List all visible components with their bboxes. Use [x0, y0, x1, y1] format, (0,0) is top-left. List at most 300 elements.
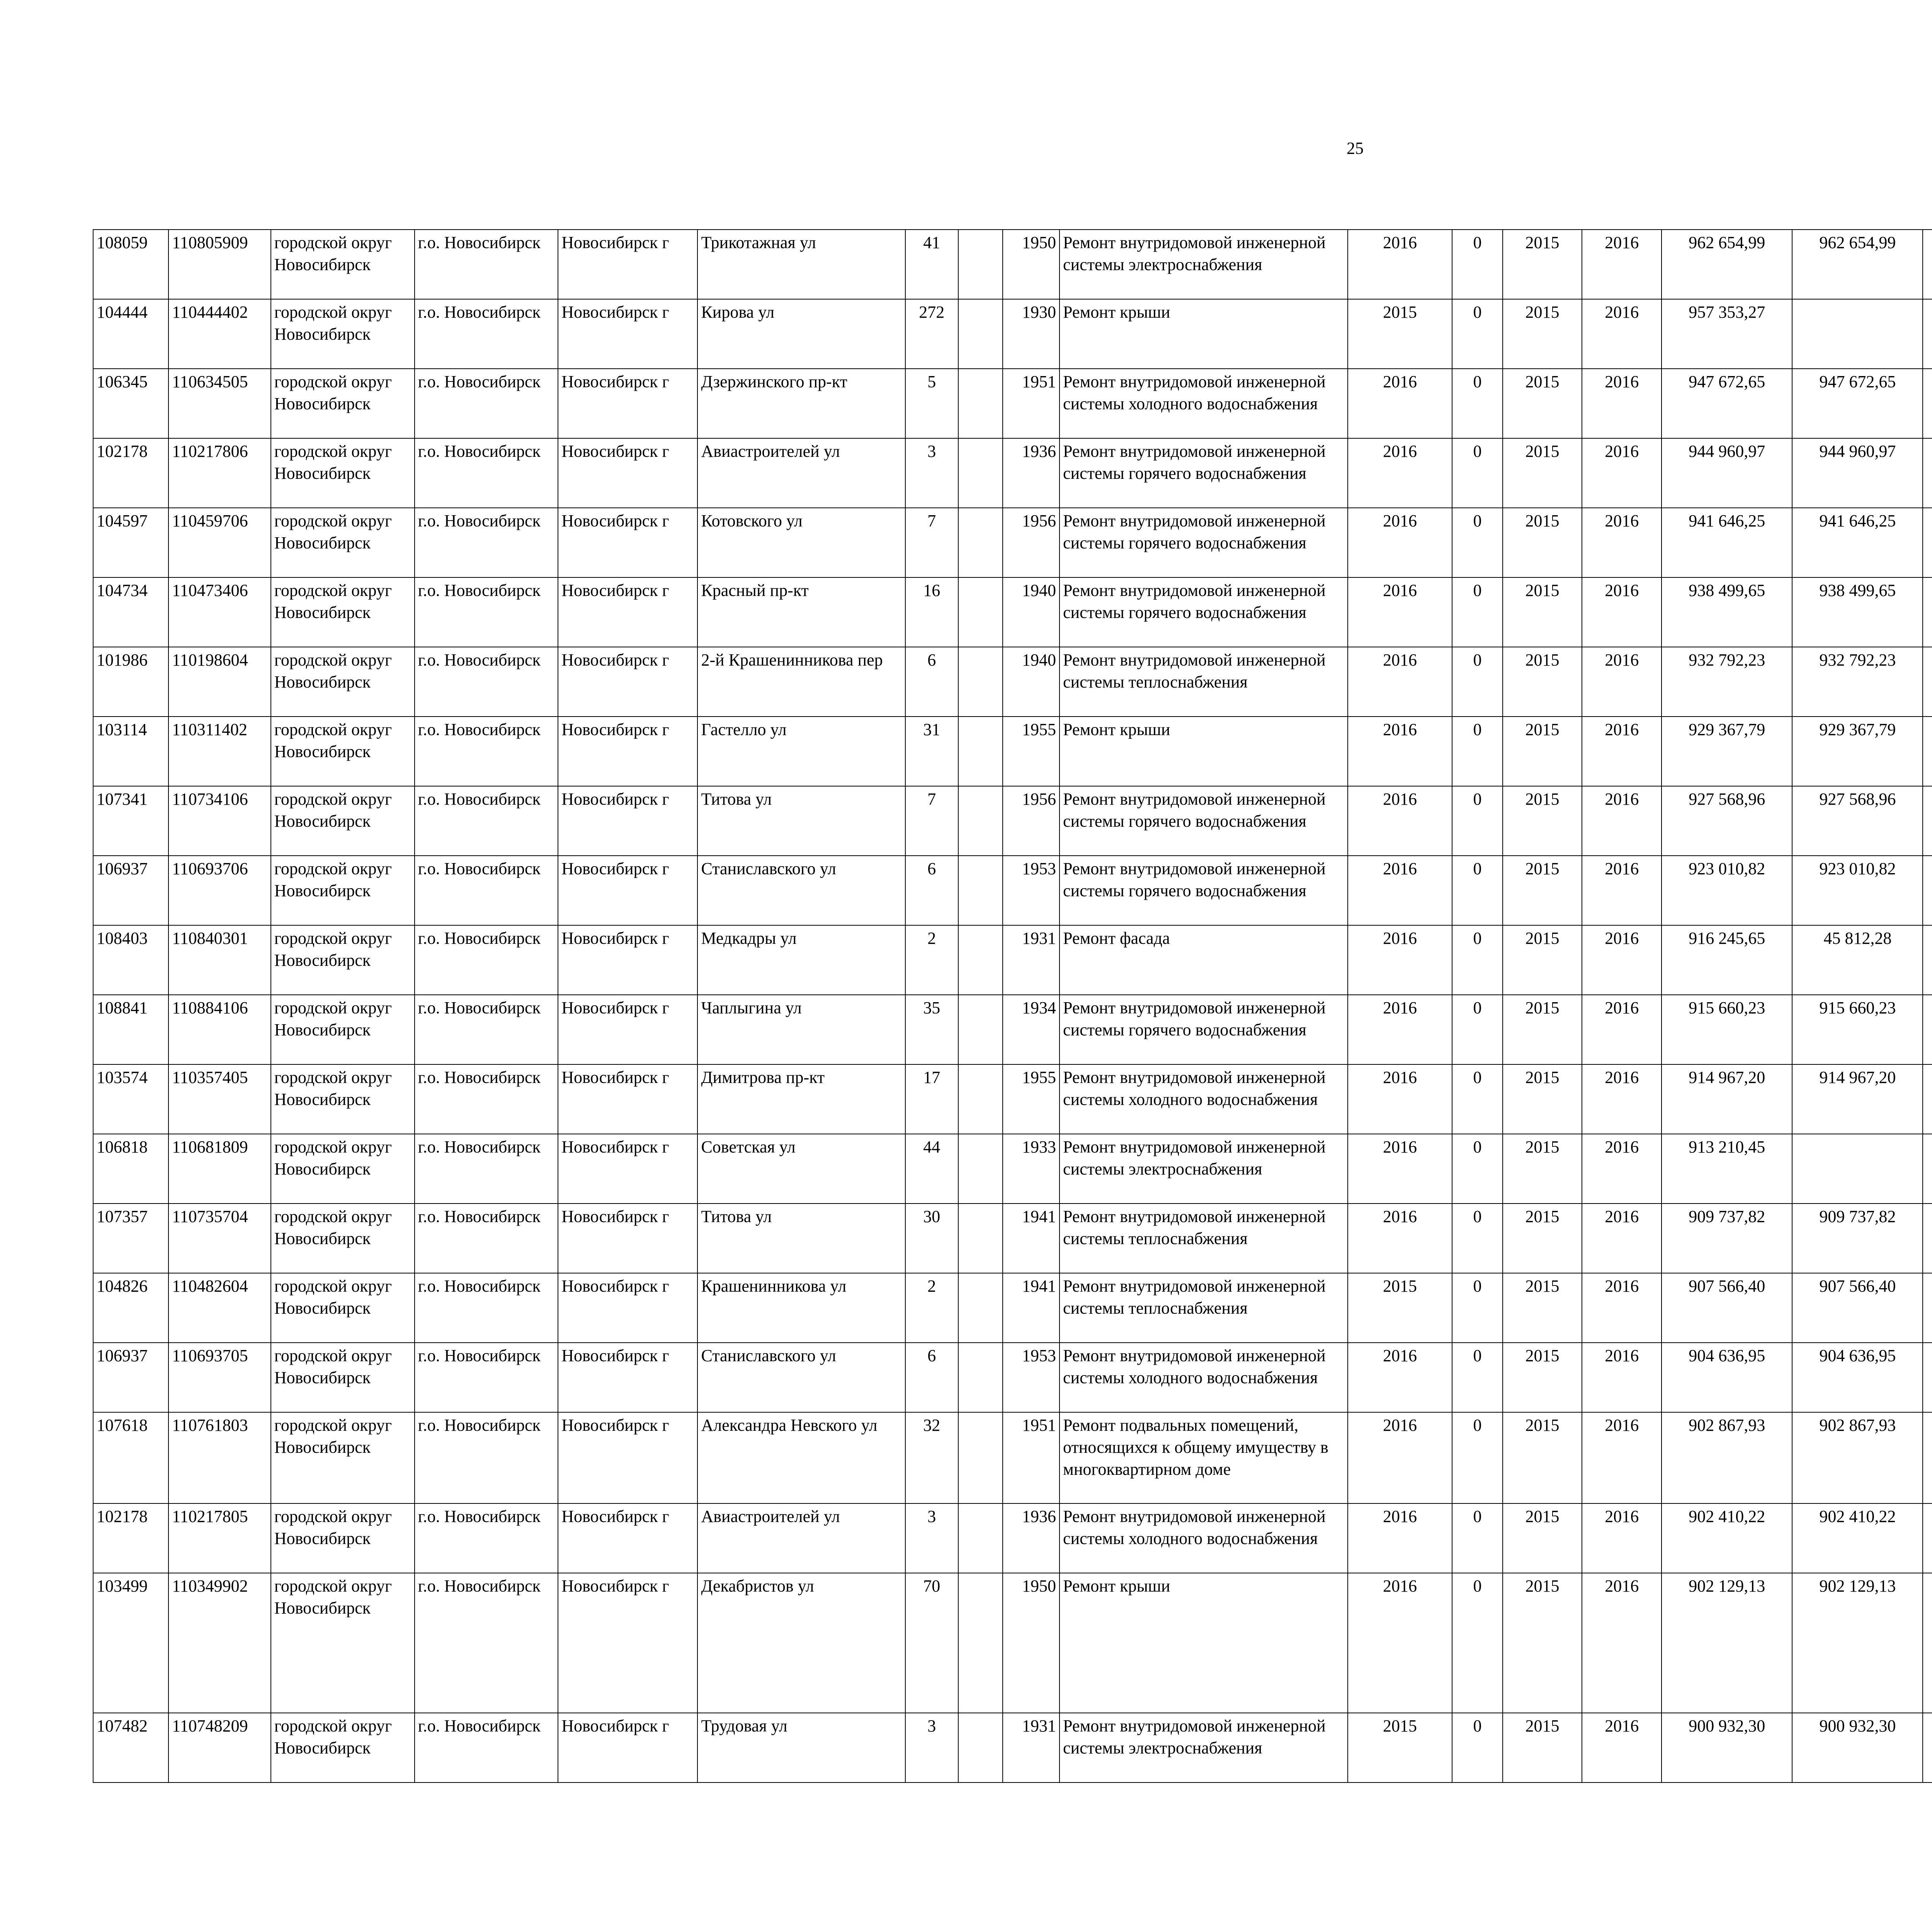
city-cell: Новосибирск г — [558, 508, 697, 577]
house-number-cell: 6 — [905, 647, 958, 717]
planned-year-cell: 2016 — [1348, 925, 1452, 995]
period-end-cell: 2016 — [1582, 438, 1662, 508]
street-cell: Чаплыгина ул — [697, 995, 905, 1064]
planned-year-cell: 2016 — [1348, 577, 1452, 647]
city-cell: Новосибирск г — [558, 1503, 697, 1573]
planned-year-cell: 2016 — [1348, 995, 1452, 1064]
amount-2015-cell: 915 660,23 — [1792, 995, 1923, 1064]
municipality-cell: городской округ Новосибирск — [271, 1204, 415, 1273]
amount-2015-cell: 923 010,82 — [1792, 856, 1923, 925]
period-end-cell: 2016 — [1582, 1064, 1662, 1134]
repair-program-table — [93, 229, 1932, 1783]
house-number-cell: 16 — [905, 577, 958, 647]
street-cell: Станиславского ул — [697, 856, 905, 925]
municipality-cell: городской округ Новосибирск — [271, 1064, 415, 1134]
total-cost-cell: 902 867,93 — [1662, 1412, 1792, 1503]
amount-2015-cell: 941 646,25 — [1792, 508, 1923, 577]
work-id-cell: 110681809 — [168, 1134, 271, 1204]
house-id-cell: 101986 — [93, 647, 168, 717]
municipality-cell: городской округ Новосибирск — [271, 299, 415, 369]
table-row — [93, 508, 1932, 577]
flag-cell: 0 — [1452, 856, 1502, 925]
period-start-cell: 2015 — [1503, 1134, 1582, 1204]
total-cost-cell: 900 932,30 — [1662, 1713, 1792, 1783]
build-year-cell: 1931 — [1003, 925, 1060, 995]
amount-2016-cell — [1923, 1273, 1932, 1343]
build-year-cell: 1941 — [1003, 1204, 1060, 1273]
street-cell: Кирова ул — [697, 299, 905, 369]
city-cell: Новосибирск г — [558, 230, 697, 299]
build-year-cell: 1955 — [1003, 1064, 1060, 1134]
municipality-cell: городской округ Новосибирск — [271, 1273, 415, 1343]
amount-2016-cell — [1923, 647, 1932, 717]
work-id-cell: 110634505 — [168, 369, 271, 438]
period-start-cell: 2015 — [1503, 1204, 1582, 1273]
build-year-cell: 1956 — [1003, 508, 1060, 577]
work-type-cell: Ремонт крыши — [1060, 1573, 1347, 1713]
total-cost-cell: 902 129,13 — [1662, 1573, 1792, 1713]
period-start-cell: 2015 — [1503, 369, 1582, 438]
city-cell: Новосибирск г — [558, 299, 697, 369]
table-row — [93, 1573, 1932, 1713]
house-id-cell: 103574 — [93, 1064, 168, 1134]
amount-2016-cell — [1923, 1064, 1932, 1134]
street-cell: Дзержинского пр-кт — [697, 369, 905, 438]
work-type-cell: Ремонт внутридомовой инженерной системы электроснабжения — [1060, 230, 1347, 299]
work-type-cell: Ремонт внутридомовой инженерной системы электроснабжения — [1060, 1713, 1347, 1783]
house-id-cell: 108841 — [93, 995, 168, 1064]
flag-cell: 0 — [1452, 438, 1502, 508]
planned-year-cell: 2016 — [1348, 369, 1452, 438]
street-cell: 2-й Крашенинникова пер — [697, 647, 905, 717]
house-number-cell: 3 — [905, 438, 958, 508]
table-row — [93, 1134, 1932, 1204]
municipality-cell: городской округ Новосибирск — [271, 1134, 415, 1204]
flag-cell: 0 — [1452, 369, 1502, 438]
building-cell — [958, 299, 1003, 369]
house-number-cell: 41 — [905, 230, 958, 299]
house-number-cell: 272 — [905, 299, 958, 369]
house-id-cell: 108403 — [93, 925, 168, 995]
work-type-cell: Ремонт внутридомовой инженерной системы горячего водоснабжения — [1060, 438, 1347, 508]
street-cell: Титова ул — [697, 786, 905, 856]
period-start-cell: 2015 — [1503, 786, 1582, 856]
build-year-cell: 1930 — [1003, 299, 1060, 369]
city-cell: Новосибирск г — [558, 369, 697, 438]
amount-2015-cell: 902 410,22 — [1792, 1503, 1923, 1573]
period-start-cell: 2015 — [1503, 1713, 1582, 1783]
table-row — [93, 1713, 1932, 1783]
period-start-cell: 2015 — [1503, 230, 1582, 299]
period-start-cell: 2015 — [1503, 856, 1582, 925]
amount-2015-cell — [1792, 299, 1923, 369]
municipality-cell: городской округ Новосибирск — [271, 647, 415, 717]
planned-year-cell: 2015 — [1348, 1273, 1452, 1343]
municipality-cell: городской округ Новосибирск — [271, 995, 415, 1064]
amount-2015-cell: 927 568,96 — [1792, 786, 1923, 856]
house-number-cell: 5 — [905, 369, 958, 438]
building-cell — [958, 1573, 1003, 1713]
planned-year-cell: 2016 — [1348, 1204, 1452, 1273]
planned-year-cell: 2016 — [1348, 717, 1452, 786]
build-year-cell: 1940 — [1003, 647, 1060, 717]
street-cell: Станиславского ул — [697, 1343, 905, 1412]
period-start-cell: 2015 — [1503, 647, 1582, 717]
city-cell: Новосибирск г — [558, 925, 697, 995]
house-number-cell: 44 — [905, 1134, 958, 1204]
flag-cell: 0 — [1452, 786, 1502, 856]
work-id-cell: 110805909 — [168, 230, 271, 299]
table-row — [93, 786, 1932, 856]
street-cell: Александра Невского ул — [697, 1412, 905, 1503]
total-cost-cell: 909 737,82 — [1662, 1204, 1792, 1273]
amount-2016-cell — [1923, 786, 1932, 856]
period-end-cell: 2016 — [1582, 786, 1662, 856]
house-number-cell: 3 — [905, 1713, 958, 1783]
amount-2016-cell — [1923, 995, 1932, 1064]
flag-cell: 0 — [1452, 508, 1502, 577]
district-cell: г.о. Новосибирск — [415, 1064, 558, 1134]
building-cell — [958, 1412, 1003, 1503]
work-type-cell: Ремонт внутридомовой инженерной системы холодного водоснабжения — [1060, 1343, 1347, 1412]
municipality-cell: городской округ Новосибирск — [271, 230, 415, 299]
period-end-cell: 2016 — [1582, 856, 1662, 925]
work-id-cell: 110217805 — [168, 1503, 271, 1573]
district-cell: г.о. Новосибирск — [415, 1273, 558, 1343]
building-cell — [958, 856, 1003, 925]
period-start-cell: 2015 — [1503, 577, 1582, 647]
table-row — [93, 1064, 1932, 1134]
amount-2015-cell: 902 867,93 — [1792, 1412, 1923, 1503]
flag-cell: 0 — [1452, 1713, 1502, 1783]
district-cell: г.о. Новосибирск — [415, 1573, 558, 1713]
house-id-cell: 107618 — [93, 1412, 168, 1503]
planned-year-cell: 2016 — [1348, 438, 1452, 508]
total-cost-cell: 941 646,25 — [1662, 508, 1792, 577]
house-number-cell: 7 — [905, 786, 958, 856]
municipality-cell: городской округ Новосибирск — [271, 577, 415, 647]
municipality-cell: городской округ Новосибирск — [271, 369, 415, 438]
work-id-cell: 110357405 — [168, 1064, 271, 1134]
total-cost-cell: 927 568,96 — [1662, 786, 1792, 856]
amount-2015-cell: 907 566,40 — [1792, 1273, 1923, 1343]
table-row — [93, 647, 1932, 717]
work-type-cell: Ремонт внутридомовой инженерной системы холодного водоснабжения — [1060, 1503, 1347, 1573]
work-type-cell: Ремонт подвальных помещений, относящихся к общему имуществу в многоквартирном доме — [1060, 1412, 1347, 1503]
period-start-cell: 2015 — [1503, 1343, 1582, 1412]
flag-cell: 0 — [1452, 925, 1502, 995]
district-cell: г.о. Новосибирск — [415, 438, 558, 508]
city-cell: Новосибирск г — [558, 856, 697, 925]
planned-year-cell: 2016 — [1348, 1343, 1452, 1412]
amount-2016-cell — [1923, 369, 1932, 438]
building-cell — [958, 1134, 1003, 1204]
house-id-cell: 108059 — [93, 230, 168, 299]
period-start-cell: 2015 — [1503, 1573, 1582, 1713]
amount-2015-cell: 938 499,65 — [1792, 577, 1923, 647]
municipality-cell: городской округ Новосибирск — [271, 1573, 415, 1713]
work-id-cell: 110198604 — [168, 647, 271, 717]
amount-2016-cell — [1923, 1503, 1932, 1573]
building-cell — [958, 786, 1003, 856]
total-cost-cell: 932 792,23 — [1662, 647, 1792, 717]
street-cell: Декабристов ул — [697, 1573, 905, 1713]
house-id-cell: 104826 — [93, 1273, 168, 1343]
amount-2015-cell: 900 932,30 — [1792, 1713, 1923, 1783]
district-cell: г.о. Новосибирск — [415, 856, 558, 925]
municipality-cell: городской округ Новосибирск — [271, 1343, 415, 1412]
flag-cell: 0 — [1452, 1134, 1502, 1204]
total-cost-cell: 938 499,65 — [1662, 577, 1792, 647]
city-cell: Новосибирск г — [558, 1134, 697, 1204]
house-number-cell: 17 — [905, 1064, 958, 1134]
work-type-cell: Ремонт внутридомовой инженерной системы теплоснабжения — [1060, 1204, 1347, 1273]
amount-2016-cell — [1923, 508, 1932, 577]
period-end-cell: 2016 — [1582, 647, 1662, 717]
work-id-cell: 110884106 — [168, 995, 271, 1064]
planned-year-cell: 2016 — [1348, 230, 1452, 299]
table-row — [93, 925, 1932, 995]
house-number-cell: 30 — [905, 1204, 958, 1273]
planned-year-cell: 2016 — [1348, 1573, 1452, 1713]
work-id-cell: 110761803 — [168, 1412, 271, 1503]
municipality-cell: городской округ Новосибирск — [271, 438, 415, 508]
period-end-cell: 2016 — [1582, 1343, 1662, 1412]
total-cost-cell: 944 960,97 — [1662, 438, 1792, 508]
total-cost-cell: 907 566,40 — [1662, 1273, 1792, 1343]
planned-year-cell: 2015 — [1348, 299, 1452, 369]
build-year-cell: 1955 — [1003, 717, 1060, 786]
house-id-cell: 102178 — [93, 1503, 168, 1573]
flag-cell: 0 — [1452, 1573, 1502, 1713]
work-id-cell: 110473406 — [168, 577, 271, 647]
work-id-cell: 110459706 — [168, 508, 271, 577]
work-id-cell: 110349902 — [168, 1573, 271, 1713]
city-cell: Новосибирск г — [558, 786, 697, 856]
period-start-cell: 2015 — [1503, 925, 1582, 995]
municipality-cell: городской округ Новосибирск — [271, 1412, 415, 1503]
house-id-cell: 106345 — [93, 369, 168, 438]
period-end-cell: 2016 — [1582, 1273, 1662, 1343]
district-cell: г.о. Новосибирск — [415, 995, 558, 1064]
street-cell: Трудовая ул — [697, 1713, 905, 1783]
period-start-cell: 2015 — [1503, 1412, 1582, 1503]
page-number: 25 — [1347, 139, 1364, 158]
build-year-cell: 1940 — [1003, 577, 1060, 647]
amount-2016-cell — [1923, 1573, 1932, 1713]
table-row — [93, 995, 1932, 1064]
street-cell: Котовского ул — [697, 508, 905, 577]
total-cost-cell: 902 410,22 — [1662, 1503, 1792, 1573]
district-cell: г.о. Новосибирск — [415, 1503, 558, 1573]
city-cell: Новосибирск г — [558, 717, 697, 786]
period-start-cell: 2015 — [1503, 1273, 1582, 1343]
flag-cell: 0 — [1452, 1273, 1502, 1343]
total-cost-cell: 913 210,45 — [1662, 1134, 1792, 1204]
table-row — [93, 438, 1932, 508]
table-row — [93, 717, 1932, 786]
building-cell — [958, 925, 1003, 995]
amount-2016-cell — [1923, 230, 1932, 299]
period-start-cell: 2015 — [1503, 1064, 1582, 1134]
district-cell: г.о. Новосибирск — [415, 1412, 558, 1503]
street-cell: Димитрова пр-кт — [697, 1064, 905, 1134]
amount-2015-cell: 932 792,23 — [1792, 647, 1923, 717]
work-type-cell: Ремонт внутридомовой инженерной системы горячего водоснабжения — [1060, 577, 1347, 647]
work-id-cell: 110693706 — [168, 856, 271, 925]
building-cell — [958, 577, 1003, 647]
municipality-cell: городской округ Новосибирск — [271, 925, 415, 995]
flag-cell: 0 — [1452, 1412, 1502, 1503]
house-number-cell: 70 — [905, 1573, 958, 1713]
amount-2015-cell: 904 636,95 — [1792, 1343, 1923, 1412]
amount-2016-cell — [1923, 925, 1932, 995]
city-cell: Новосибирск г — [558, 995, 697, 1064]
period-end-cell: 2016 — [1582, 717, 1662, 786]
amount-2015-cell: 902 129,13 — [1792, 1573, 1923, 1713]
district-cell: г.о. Новосибирск — [415, 230, 558, 299]
planned-year-cell: 2016 — [1348, 1412, 1452, 1503]
building-cell — [958, 717, 1003, 786]
house-id-cell: 104444 — [93, 299, 168, 369]
flag-cell: 0 — [1452, 1343, 1502, 1412]
total-cost-cell: 929 367,79 — [1662, 717, 1792, 786]
table-row — [93, 1343, 1932, 1412]
district-cell: г.о. Новосибирск — [415, 299, 558, 369]
city-cell: Новосибирск г — [558, 1273, 697, 1343]
district-cell: г.о. Новосибирск — [415, 1204, 558, 1273]
building-cell — [958, 995, 1003, 1064]
street-cell: Красный пр-кт — [697, 577, 905, 647]
district-cell: г.о. Новосибирск — [415, 647, 558, 717]
building-cell — [958, 1503, 1003, 1573]
house-number-cell: 6 — [905, 1343, 958, 1412]
amount-2015-cell: 929 367,79 — [1792, 717, 1923, 786]
house-id-cell: 103499 — [93, 1573, 168, 1713]
district-cell: г.о. Новосибирск — [415, 1134, 558, 1204]
amount-2016-cell — [1923, 1343, 1932, 1412]
flag-cell: 0 — [1452, 995, 1502, 1064]
amount-2015-cell: 944 960,97 — [1792, 438, 1923, 508]
period-end-cell: 2016 — [1582, 1503, 1662, 1573]
work-type-cell: Ремонт внутридомовой инженерной системы горячего водоснабжения — [1060, 995, 1347, 1064]
building-cell — [958, 1204, 1003, 1273]
work-id-cell: 110735704 — [168, 1204, 271, 1273]
municipality-cell: городской округ Новосибирск — [271, 1503, 415, 1573]
amount-2015-cell: 909 737,82 — [1792, 1204, 1923, 1273]
period-end-cell: 2016 — [1582, 299, 1662, 369]
flag-cell: 0 — [1452, 577, 1502, 647]
period-start-cell: 2015 — [1503, 508, 1582, 577]
city-cell: Новосибирск г — [558, 1343, 697, 1412]
building-cell — [958, 508, 1003, 577]
city-cell: Новосибирск г — [558, 1412, 697, 1503]
house-id-cell: 103114 — [93, 717, 168, 786]
planned-year-cell: 2016 — [1348, 647, 1452, 717]
table-row — [93, 1273, 1932, 1343]
work-id-cell: 110840301 — [168, 925, 271, 995]
planned-year-cell: 2015 — [1348, 1713, 1452, 1783]
work-type-cell: Ремонт внутридомовой инженерной системы горячего водоснабжения — [1060, 856, 1347, 925]
planned-year-cell: 2016 — [1348, 1503, 1452, 1573]
period-end-cell: 2016 — [1582, 1573, 1662, 1713]
amount-2016-cell — [1923, 856, 1932, 925]
house-number-cell: 2 — [905, 1273, 958, 1343]
work-id-cell: 110444402 — [168, 299, 271, 369]
period-start-cell: 2015 — [1503, 438, 1582, 508]
total-cost-cell: 916 245,65 — [1662, 925, 1792, 995]
work-id-cell: 110693705 — [168, 1343, 271, 1412]
district-cell: г.о. Новосибирск — [415, 786, 558, 856]
build-year-cell: 1950 — [1003, 230, 1060, 299]
work-id-cell: 110748209 — [168, 1713, 271, 1783]
amount-2016-cell — [1923, 1713, 1932, 1783]
work-type-cell: Ремонт внутридомовой инженерной системы холодного водоснабжения — [1060, 369, 1347, 438]
house-id-cell: 106937 — [93, 856, 168, 925]
amount-2016-cell — [1923, 299, 1932, 369]
build-year-cell: 1953 — [1003, 1343, 1060, 1412]
period-start-cell: 2015 — [1503, 299, 1582, 369]
amount-2016-cell — [1923, 717, 1932, 786]
house-id-cell: 107357 — [93, 1204, 168, 1273]
work-type-cell: Ремонт крыши — [1060, 717, 1347, 786]
street-cell: Титова ул — [697, 1204, 905, 1273]
building-cell — [958, 438, 1003, 508]
work-type-cell: Ремонт внутридомовой инженерной системы горячего водоснабжения — [1060, 786, 1347, 856]
district-cell: г.о. Новосибирск — [415, 369, 558, 438]
build-year-cell: 1931 — [1003, 1713, 1060, 1783]
work-type-cell: Ремонт фасада — [1060, 925, 1347, 995]
period-end-cell: 2016 — [1582, 369, 1662, 438]
amount-2016-cell — [1923, 438, 1932, 508]
municipality-cell: городской округ Новосибирск — [271, 856, 415, 925]
total-cost-cell: 962 654,99 — [1662, 230, 1792, 299]
work-id-cell: 110311402 — [168, 717, 271, 786]
table-row — [93, 1412, 1932, 1503]
period-start-cell: 2015 — [1503, 995, 1582, 1064]
amount-2016-cell — [1923, 1134, 1932, 1204]
build-year-cell: 1934 — [1003, 995, 1060, 1064]
district-cell: г.о. Новосибирск — [415, 1343, 558, 1412]
district-cell: г.о. Новосибирск — [415, 1713, 558, 1783]
table-row — [93, 1503, 1932, 1573]
city-cell: Новосибирск г — [558, 1064, 697, 1134]
table-row — [93, 856, 1932, 925]
amount-2016-cell — [1923, 1204, 1932, 1273]
period-start-cell: 2015 — [1503, 1503, 1582, 1573]
work-type-cell: Ремонт внутридомовой инженерной системы горячего водоснабжения — [1060, 508, 1347, 577]
city-cell: Новосибирск г — [558, 1204, 697, 1273]
municipality-cell: городской округ Новосибирск — [271, 1713, 415, 1783]
house-id-cell: 107341 — [93, 786, 168, 856]
amount-2015-cell: 45 812,28 — [1792, 925, 1923, 995]
house-number-cell: 7 — [905, 508, 958, 577]
build-year-cell: 1953 — [1003, 856, 1060, 925]
building-cell — [958, 1273, 1003, 1343]
period-end-cell: 2016 — [1582, 925, 1662, 995]
build-year-cell: 1941 — [1003, 1273, 1060, 1343]
table-row — [93, 577, 1932, 647]
build-year-cell: 1951 — [1003, 369, 1060, 438]
total-cost-cell: 957 353,27 — [1662, 299, 1792, 369]
amount-2015-cell: 962 654,99 — [1792, 230, 1923, 299]
period-end-cell: 2016 — [1582, 1713, 1662, 1783]
total-cost-cell: 904 636,95 — [1662, 1343, 1792, 1412]
total-cost-cell: 914 967,20 — [1662, 1064, 1792, 1134]
district-cell: г.о. Новосибирск — [415, 508, 558, 577]
amount-2015-cell: 914 967,20 — [1792, 1064, 1923, 1134]
amount-2016-cell — [1923, 1412, 1932, 1503]
